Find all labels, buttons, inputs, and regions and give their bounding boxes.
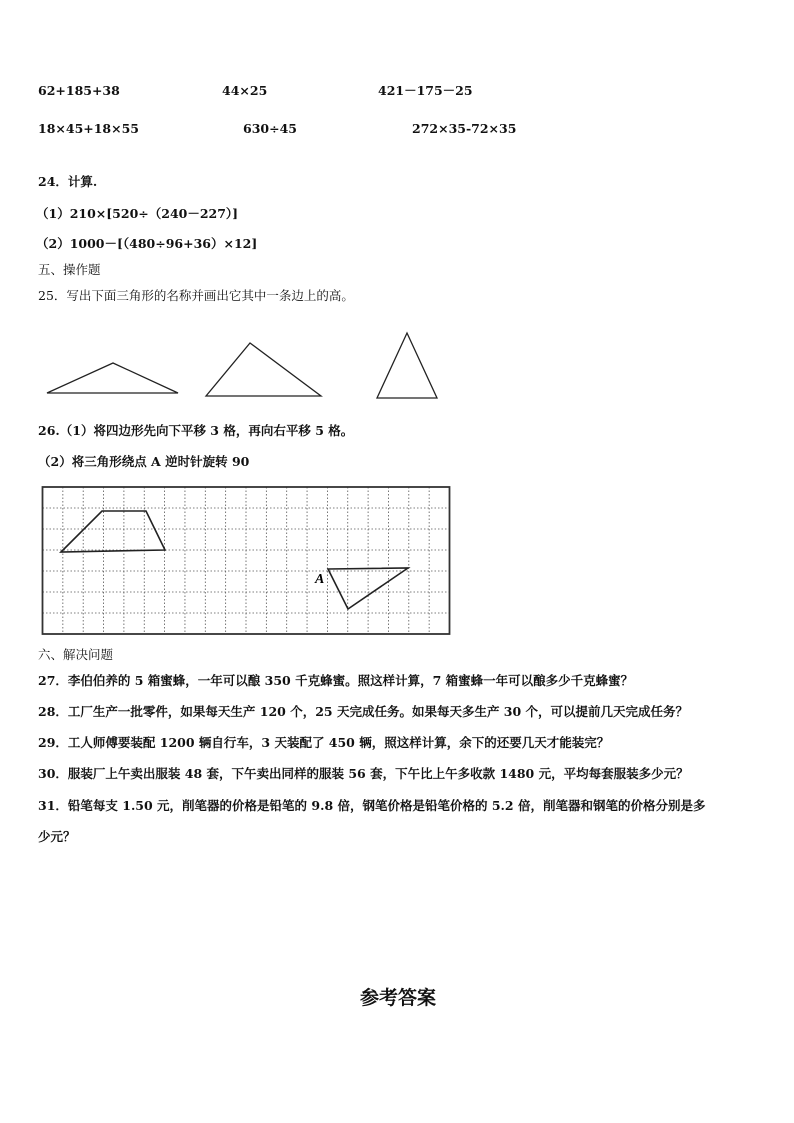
expression-2: 44×25 [222,83,268,98]
expression-6: 272×35-72×35 [412,121,517,136]
grid-figure [38,484,458,639]
section-6-heading: 六、解决问题 [38,647,114,662]
problem-30: 30．服装厂上午卖出服装 48 套，下午卖出同样的服装 56 套，下午比上午多收款 1480 元，平均每套服装多少元？ [38,766,689,781]
problem-31-line-2: 少元？ [38,829,76,844]
question-26-part-1: 26.（1）将四边形先向下平移 3 格，再向右平移 5 格。 [38,423,354,438]
question-26-part-2: （2）将三角形绕点 A 逆时针旋转 90 [38,454,250,469]
question-24-title: 24．计算. [38,174,98,189]
answer-heading: 参考答案 [360,987,437,1009]
problem-29: 29．工人师傅要装配 1200 辆自行车，3 天装配了 450 辆，照这样计算，余下的还要几天才能装完？ [38,735,610,750]
problem-31-line-1: 31．铅笔每支 1.50 元，削笔器的价格是铅笔的 9.8 倍，钢笔价格是铅笔价格的 5.2 倍，削笔器和钢笔的价格分别是多 [38,798,706,813]
obtuse-triangle [47,363,178,393]
right-triangle [206,343,321,396]
expression-3: 421－175－25 [378,83,473,98]
expression-5: 630÷45 [243,121,297,136]
expression-4: 18×45+18×55 [38,121,140,136]
section-5-heading: 五、操作题 [38,262,101,277]
question-24-item-2: （2）1000－[（480÷96+36）×12] [36,236,258,251]
trapezoid [61,511,165,552]
problem-28: 28．工厂生产一批零件，如果每天生产 120 个，25 天完成任务。如果每天多生产 30 个，可以提前几天完成任务？ [38,704,689,719]
dotted-grid [43,487,450,634]
question-24-item-1: （1）210×[520÷（240－227）] [36,206,239,221]
point-a-label: A [315,572,325,587]
acute-triangle [377,333,437,398]
problem-27: 27．李伯伯养的 5 箱蜜蜂，一年可以酿 350 千克蜂蜜。照这样计算，7 箱蜜蜂一年可以酿多少千克蜂蜜？ [38,673,634,688]
expression-1: 62+185+38 [38,83,120,98]
question-25: 25．写出下面三角形的名称并画出它其中一条边上的高。 [38,288,354,303]
